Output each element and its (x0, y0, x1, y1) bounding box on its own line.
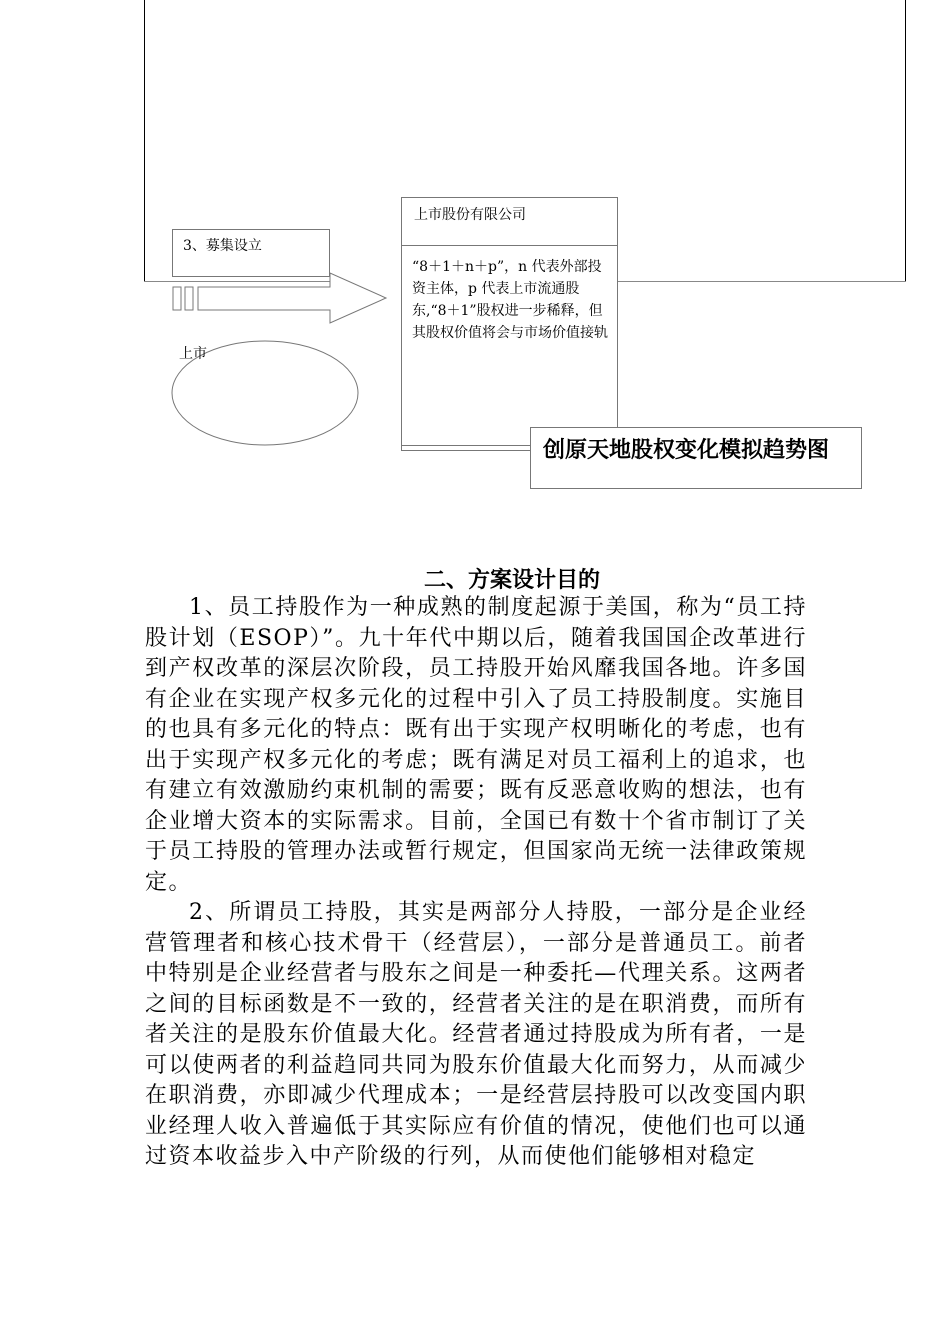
company-title: 上市股份有限公司 (414, 207, 526, 223)
section-title: 二、方案设计目的 (424, 568, 601, 593)
diagram-caption: 创原天地股权变化模拟趋势图 (543, 438, 830, 463)
ellipse-label: 上市 (179, 346, 207, 362)
caption-box (530, 427, 862, 489)
company-description: “8＋1＋n＋p”，n 代表外部投资主体，p 代表上市流通股东,“8＋1”股权进一步稀释，但其股权价值将会与市场价值接轨 (412, 259, 608, 341)
frame-right-line (905, 0, 906, 282)
paragraph-2: 2、所谓员工持股，其实是两部分人持股，一部分是企业经营管理者和核心技术骨干（经营层），一部分是普通员工。前者中特别是企业经营者与股东之间是一种委托—代理关系。这两者之间的目标函数是不一致的，经营者关注的是在职消费，而所有者关注的是股东价值最大化。经营者通过持股成为所有者，一是可以使两者的利益趋同共同为股东价值最大化而努力，从而减少在职消费，亦即减少代理成本；一是经营层持股可以改变国内职业经理人收入普遍低于其实际应有价值的情况，使他们也可以通过资本收益步入中产阶级的行列，从而使他们能够相对稳定 (145, 900, 807, 1169)
box-fundraising-label: 3、募集设立 (183, 238, 262, 254)
frame-bottom-right-line (618, 281, 906, 282)
frame-left-line (144, 0, 145, 282)
company-box-divider (401, 245, 618, 246)
paragraph-1: 1、员工持股作为一种成熟的制度起源于美国，称为“员工持股计划（ESOP）”。九十年代中期以后，随着我国国企改革进行到产权改革的深层次阶段，员工持股开始风靡我国各地。许多国有企业在实现产权多元化的过程中引入了员工持股制度。实施目的也具有多元化的特点：既有出于实现产权明晰化的考虑，也有出于实现产权多元化的考虑；既有满足对员工福利上的追求，也有建立有效激励约束机制的需要；既有反恶意收购的想法，也有企业增大资本的实际需求。目前，全国已有数十个省市制订了关于员工持股的管理办法或暂行规定，但国家尚无统一法律政策规定。 (145, 595, 807, 895)
arrow-shape (170, 270, 392, 328)
body-text (145, 593, 807, 1173)
